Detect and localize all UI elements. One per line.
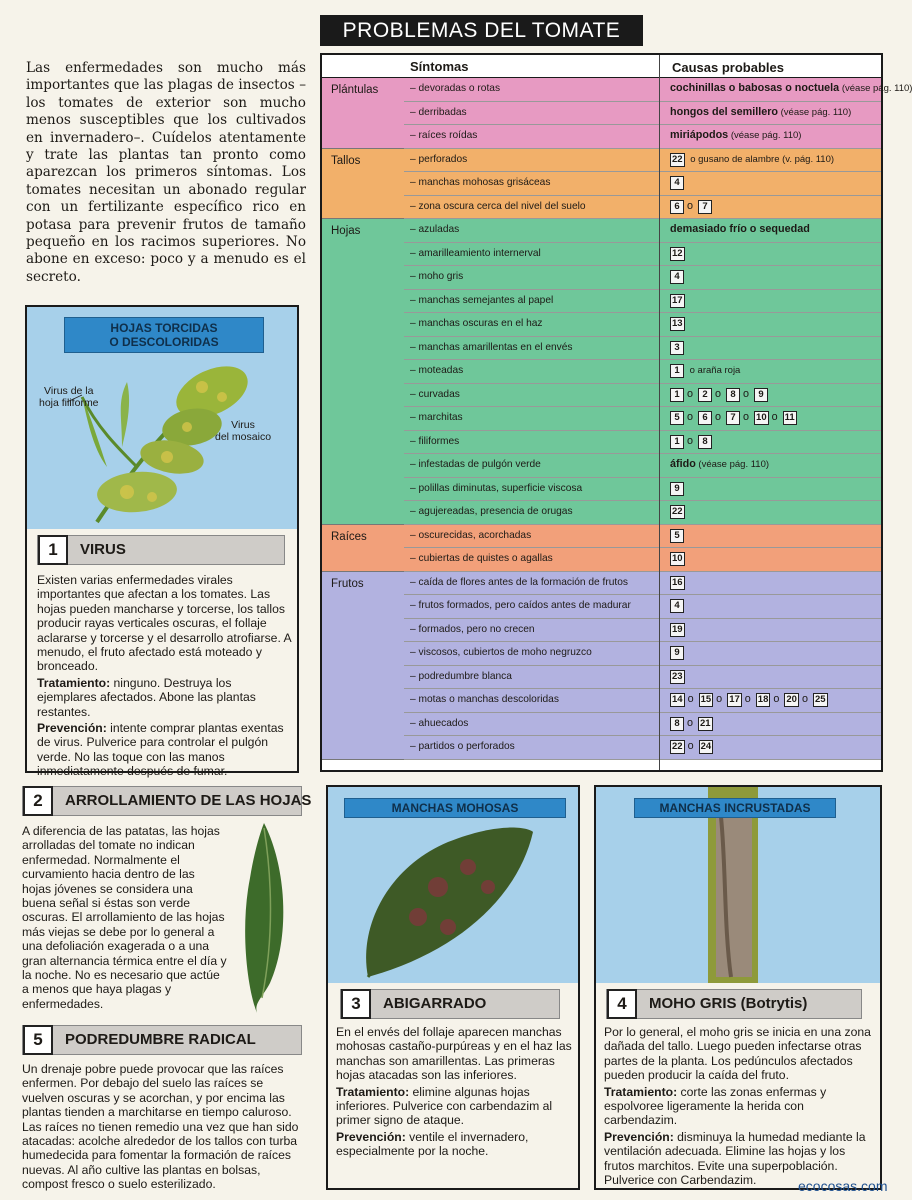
cause-note: o gusano de alambre (v. pág. 110) xyxy=(687,153,835,165)
cause-cell xyxy=(670,623,688,637)
cause-ref-box: 2 xyxy=(698,388,712,402)
symptom-text: – marchitas xyxy=(410,412,463,423)
root-rot-number: 5 xyxy=(23,1025,53,1055)
table-row xyxy=(404,290,881,314)
cause-cell xyxy=(670,670,688,684)
symptom-text: – curvadas xyxy=(410,388,460,400)
panel-moho-gris xyxy=(594,785,882,1190)
abigarrado-prevention-text: ventile el invernadero, especialmente por la noche. xyxy=(336,1129,529,1159)
encrusted-label: MANCHAS INCRUSTADAS xyxy=(634,798,836,818)
cause-cell xyxy=(670,435,715,449)
cause-cell xyxy=(670,223,810,235)
cause-ref-box: 10 xyxy=(672,553,683,564)
cause-or: o xyxy=(771,411,781,423)
cause-or: o xyxy=(715,411,725,423)
virus-text xyxy=(37,573,291,781)
problems-table xyxy=(320,53,912,772)
cause-ref-box: 4 xyxy=(670,176,684,190)
cause-or: o xyxy=(801,693,811,705)
cause-text: demasiado frío o sequedad xyxy=(670,223,810,235)
table-row xyxy=(404,360,881,384)
virus-prevention-text: intente comprar plantas exentas de virus. Pulverice para controlar el pulgón verde. No las toque con las manos inmediatamente después de fumar. xyxy=(37,721,284,779)
cause-or: o xyxy=(687,716,697,729)
symptom-text: – polillas diminutas, superficie viscosa xyxy=(410,482,583,494)
cause-cell xyxy=(670,270,687,284)
table-row xyxy=(404,407,881,431)
root-rot-heading xyxy=(22,1025,302,1055)
cause-ref-box: 1 xyxy=(670,435,684,449)
symptom-text: – derribadas xyxy=(410,106,467,118)
symptom-text: – caída de flores antes de la formación de frutos xyxy=(410,576,629,588)
table-row xyxy=(404,313,881,337)
cause-cell xyxy=(670,576,688,590)
table-row xyxy=(404,689,881,713)
cause-note: (véase pág. 110) xyxy=(695,459,770,470)
moho-gris-title: MOHO GRIS (Botrytis) xyxy=(649,995,808,1012)
cause-ref-box: 18 xyxy=(757,694,769,705)
cause-cell xyxy=(670,129,801,141)
cause-cell xyxy=(670,599,687,613)
cause-ref-box: 1 xyxy=(670,364,684,378)
cause-ref-box: 9 xyxy=(670,482,684,496)
table-row xyxy=(404,642,881,666)
table-row xyxy=(404,149,881,173)
symptom-text: – perforados xyxy=(410,153,468,165)
cause-note: (véase pág. 110) xyxy=(728,130,802,141)
intro-paragraph: Las enfermedades son mucho más importantes que las plagas de insectos –los tomates de exterior son mucho menos susceptibles que los cultivados en invernadero–. Cuídelos atentamente y trate las plantas tan pronto como aparezcan los primeros síntomas. Los tomates necesitan un abonado regular con un fertilizante específico rico en potasa para prevenir frutos de tamaño pequeño en los racimos superiores. No abone en exceso: poco y a menudo es el secreto. xyxy=(26,60,306,285)
virus-prevention-label: Prevención: xyxy=(37,721,107,736)
root-rot-title: PODREDUMBRE RADICAL xyxy=(65,1031,256,1048)
symptom-text: – ahuecados xyxy=(410,717,469,729)
cause-cell xyxy=(670,411,800,425)
symptom-text: – devoradas o rotas xyxy=(410,83,501,94)
cause-ref-box: 25 xyxy=(814,694,826,705)
cause-ref-box: 20 xyxy=(786,694,797,705)
cause-cell xyxy=(670,552,688,566)
symptom-text: – raíces roídas xyxy=(410,130,478,141)
moho-gris-prevention-label: Prevención: xyxy=(604,1129,674,1144)
virus-label-line2: O DESCOLORIDAS xyxy=(109,335,219,349)
symptom-text: – agujereadas, presencia de orugas xyxy=(410,506,573,517)
table-row xyxy=(404,102,881,126)
cause-cell xyxy=(670,529,687,543)
cause-ref-box: 9 xyxy=(670,646,684,660)
cause-or: o xyxy=(743,387,753,400)
cause-ref-box: 12 xyxy=(672,247,683,259)
symptom-text: – oscurecidas, acorchadas xyxy=(410,529,532,541)
group-1-label: Tallos xyxy=(322,149,404,220)
table-row xyxy=(404,266,881,290)
abigarrado-title: ABIGARRADO xyxy=(383,995,487,1012)
table-row xyxy=(404,501,881,525)
cause-text: áfido xyxy=(670,458,696,470)
group-0-label: Plántulas xyxy=(322,78,404,149)
cause-or: o xyxy=(687,411,697,423)
cause-cell xyxy=(670,82,912,94)
symptom-text: – filiformes xyxy=(410,435,460,447)
cause-cell xyxy=(670,317,688,331)
virus-treatment-text: ninguno. Destruya los ejemplares afectados. Abone las plantas restantes. xyxy=(37,675,256,719)
symptom-text: – azuladas xyxy=(410,224,460,235)
table-row xyxy=(404,172,881,196)
caption-filiform-line2: hoja filiforme xyxy=(39,397,99,409)
caption-mosaic-line1: Virus xyxy=(231,419,255,431)
header-symptoms: Síntomas xyxy=(410,59,469,74)
virus-body: Existen varias enfermedades virales importantes que afectan a los tomates. Las hojas pueden mancharse y torcerse, los tallos producir rayas verticales oscuras, el follaje aclararse y torcerse y el desarrollo atrofiarse. A menudo, el fruto afectado está moteado y bronceado. xyxy=(37,573,292,674)
abigarrado-number: 3 xyxy=(341,989,371,1019)
cause-ref-box: 7 xyxy=(698,200,712,214)
cause-or: o xyxy=(687,693,697,705)
cause-ref-box: 16 xyxy=(672,576,683,588)
cause-or: o xyxy=(715,387,725,400)
cause-ref-box: 6 xyxy=(670,200,684,214)
panel-abigarrado xyxy=(326,785,580,1190)
cause-cell xyxy=(670,458,769,470)
table-row xyxy=(404,337,881,361)
cause-ref-box: 10 xyxy=(756,412,767,423)
cause-or: o xyxy=(744,693,754,705)
cause-cell xyxy=(670,693,831,707)
cause-ref-box: 24 xyxy=(700,741,712,752)
cause-text: cochinillas o babosas o noctuela xyxy=(670,82,840,94)
symptom-text: – infestadas de pulgón verde xyxy=(410,459,541,470)
abigarrado-heading xyxy=(340,989,560,1019)
cause-or: o xyxy=(687,434,697,447)
table-row xyxy=(404,196,881,220)
leaf-roll-text: A diferencia de las patatas, las hojas arrolladas del tomate no indican enfermedad. Normalmente el curvamiento hacia dentro de las hojas jóvenes se considera una buena señal si éstas son verde oscuras. El arrollamiento de las hojas más viejas se debe por lo general a una defoliación exagerada o a una gran alternancia térmica entre el día y la noche. No es necesario que actúe a menos que haya plagas y enfermedades. xyxy=(22,824,227,1011)
abigarrado-body: En el envés del follaje aparecen manchas mohosas castaño-purpúreas y en el haz las manchas son amarillentas. Las primeras hojas atacadas son las inferiores. xyxy=(336,1025,572,1083)
mouldy-label: MANCHAS MOHOSAS xyxy=(344,798,566,818)
cause-ref-box: 1 xyxy=(670,388,684,402)
root-rot-text: Un drenaje pobre puede provocar que las raíces enfermen. Por debajo del suelo las raíces se vuelven oscuras y se acorchan, y por encima las plantas tienden a marchitarse en tiempo caluroso. Las raíces no tienen remedio una vez que han sido atacadas: acolche alrededor de los tallos con turba humedecida para fomentar la formación de raíces nuevas. Al año cultive las plantas en bolsas, compost fresco o suelo esterilizado. xyxy=(22,1062,299,1192)
symptom-text: – formados, pero no crecen xyxy=(410,623,535,635)
page-title: PROBLEMAS DEL TOMATE xyxy=(320,15,643,46)
moho-gris-prevention-text: disminuya la humedad mediante la ventilación adecuada. Elimine las hojas y los frutos marchitos. Evite una superpoblación. Pulverice con Carbendazim. xyxy=(604,1129,866,1188)
cause-note: o araña roja xyxy=(687,365,741,376)
cause-ref-box: 4 xyxy=(670,270,684,284)
rolled-leaf-image xyxy=(232,818,292,1018)
table-row xyxy=(404,454,881,478)
cause-cell xyxy=(670,388,771,402)
cause-ref-box: 21 xyxy=(700,717,711,729)
symptom-text: – cubiertas de quistes o agallas xyxy=(410,553,553,564)
table-row xyxy=(404,713,881,737)
cause-ref-box: 6 xyxy=(698,411,712,425)
symptom-text: – motas o manchas descoloridas xyxy=(410,694,559,705)
cause-ref-box: 23 xyxy=(672,670,683,682)
table-row xyxy=(404,78,912,102)
symptom-text: – moho gris xyxy=(410,271,464,282)
cause-ref-box: 4 xyxy=(670,599,684,613)
cause-ref-box: 15 xyxy=(700,694,712,705)
cause-cell xyxy=(670,247,688,261)
cause-cell xyxy=(670,717,716,731)
cause-cell xyxy=(670,364,740,378)
cause-ref-box: 22 xyxy=(672,153,683,165)
virus-title: VIRUS xyxy=(80,541,126,558)
abigarrado-text xyxy=(336,1025,572,1161)
symptom-text: – manchas oscuras en el haz xyxy=(410,318,543,329)
abigarrado-treatment-label: Tratamiento: xyxy=(336,1084,410,1099)
table-row xyxy=(404,431,881,455)
moho-gris-number: 4 xyxy=(607,989,637,1019)
table-row xyxy=(404,219,881,243)
caption-mosaic-line2: del mosaico xyxy=(215,431,272,443)
table-row xyxy=(404,478,881,502)
cause-cell xyxy=(670,740,716,754)
group-3-label: Raíces xyxy=(322,525,404,572)
table-row xyxy=(404,243,881,267)
cause-ref-box: 7 xyxy=(726,411,740,425)
cause-ref-box: 9 xyxy=(754,388,768,402)
symptom-text: – moteadas xyxy=(410,365,464,376)
cause-or: o xyxy=(687,740,697,752)
symptom-text: – zona oscura cerca del nivel del suelo xyxy=(410,200,586,212)
cause-ref-box: 5 xyxy=(670,411,684,425)
watermark: ecocosas.com xyxy=(798,1178,888,1194)
table-row xyxy=(404,548,881,572)
cause-ref-box: 14 xyxy=(672,694,683,705)
table-row xyxy=(404,666,881,690)
symptom-text: – amarilleamiento internerval xyxy=(410,247,541,259)
symptom-text: – podredumbre blanca xyxy=(410,670,512,682)
header-causes: Causas probables xyxy=(672,60,784,75)
cause-or: o xyxy=(773,693,783,705)
cause-or: o xyxy=(687,387,697,400)
abigarrado-treatment-text: elimine algunas hojas inferiores. Pulverice con carbendazim al primer signo de ataque. xyxy=(336,1084,553,1128)
moho-gris-heading xyxy=(606,989,862,1019)
cause-cell xyxy=(670,341,687,355)
cause-text: miriápodos xyxy=(670,129,729,141)
table-row xyxy=(404,619,881,643)
cause-note: (véase pág. 110) xyxy=(778,106,852,118)
cause-or: o xyxy=(743,411,753,423)
cause-ref-box: 8 xyxy=(670,717,684,731)
cause-ref-box: 13 xyxy=(672,318,683,329)
virus-number: 1 xyxy=(38,535,68,565)
cause-text: hongos del semillero xyxy=(670,105,778,118)
virus-label-line1: HOJAS TORCIDAS xyxy=(110,321,218,335)
cause-cell xyxy=(670,176,687,190)
moho-gris-treatment-label: Tratamiento: xyxy=(604,1084,678,1099)
table-row xyxy=(404,125,881,149)
table-row xyxy=(404,595,881,619)
leaf-roll-heading xyxy=(22,786,312,816)
cause-ref-box: 22 xyxy=(672,741,683,752)
cause-cell xyxy=(670,294,688,308)
cause-cell xyxy=(670,200,715,214)
symptom-text: – partidos o perforados xyxy=(410,741,515,752)
cause-cell xyxy=(670,153,834,167)
table-row xyxy=(404,572,881,596)
cause-ref-box: 5 xyxy=(670,529,684,543)
symptom-text: – manchas amarillentas en el envés xyxy=(410,341,573,353)
table-row xyxy=(404,384,881,408)
cause-cell xyxy=(670,505,688,519)
cause-ref-box: 3 xyxy=(670,341,684,355)
moho-gris-body: Por lo general, el moho gris se inicia en una zona dañada del tallo. Luego pueden infectarse otras partes de la planta. Los pedúnculos afectados pueden producir la caída del fruto. xyxy=(604,1025,871,1083)
symptom-text: – viscosos, cubiertos de moho negruzco xyxy=(410,647,592,658)
panel-virus xyxy=(25,305,299,779)
cause-or: o xyxy=(716,693,726,705)
caption-mosaic xyxy=(215,419,271,443)
symptom-text: – frutos formados, pero caídos antes de madurar xyxy=(410,600,631,611)
cause-or: o xyxy=(687,199,697,212)
virus-treatment-label: Tratamiento: xyxy=(37,675,111,690)
cause-ref-box: 8 xyxy=(698,435,712,449)
cause-ref-box: 11 xyxy=(784,412,795,423)
column-divider xyxy=(659,55,660,770)
table-header xyxy=(322,55,881,78)
cause-ref-box: 22 xyxy=(672,506,683,517)
cause-ref-box: 17 xyxy=(672,294,683,306)
leaf-roll-number: 2 xyxy=(23,786,53,816)
cause-cell xyxy=(670,106,851,118)
moho-gris-treatment-text: corte las zonas enfermas y espolvoree ligeramente la herida con carbendazim. xyxy=(604,1084,827,1128)
abigarrado-prevention-label: Prevención: xyxy=(336,1129,406,1144)
virus-image-label xyxy=(64,317,264,353)
cause-ref-box: 19 xyxy=(672,623,683,635)
symptom-text: – manchas mohosas grisáceas xyxy=(410,177,551,188)
symptom-text: – manchas semejantes al papel xyxy=(410,294,554,306)
cause-cell xyxy=(670,646,687,660)
caption-filiform xyxy=(39,385,99,409)
virus-heading xyxy=(37,535,285,565)
moho-gris-text xyxy=(604,1025,872,1189)
group-4-label: Frutos xyxy=(322,572,404,760)
table-row xyxy=(404,736,881,760)
cause-cell xyxy=(670,482,687,496)
table-row xyxy=(404,525,881,549)
cause-note: (véase pág. 110) xyxy=(839,83,912,94)
cause-ref-box: 8 xyxy=(726,388,740,402)
caption-filiform-line1: Virus de la xyxy=(44,385,94,397)
leaf-roll-title: ARROLLAMIENTO DE LAS HOJAS xyxy=(65,792,312,809)
group-2-label: Hojas xyxy=(322,219,404,525)
cause-ref-box: 17 xyxy=(729,694,740,705)
